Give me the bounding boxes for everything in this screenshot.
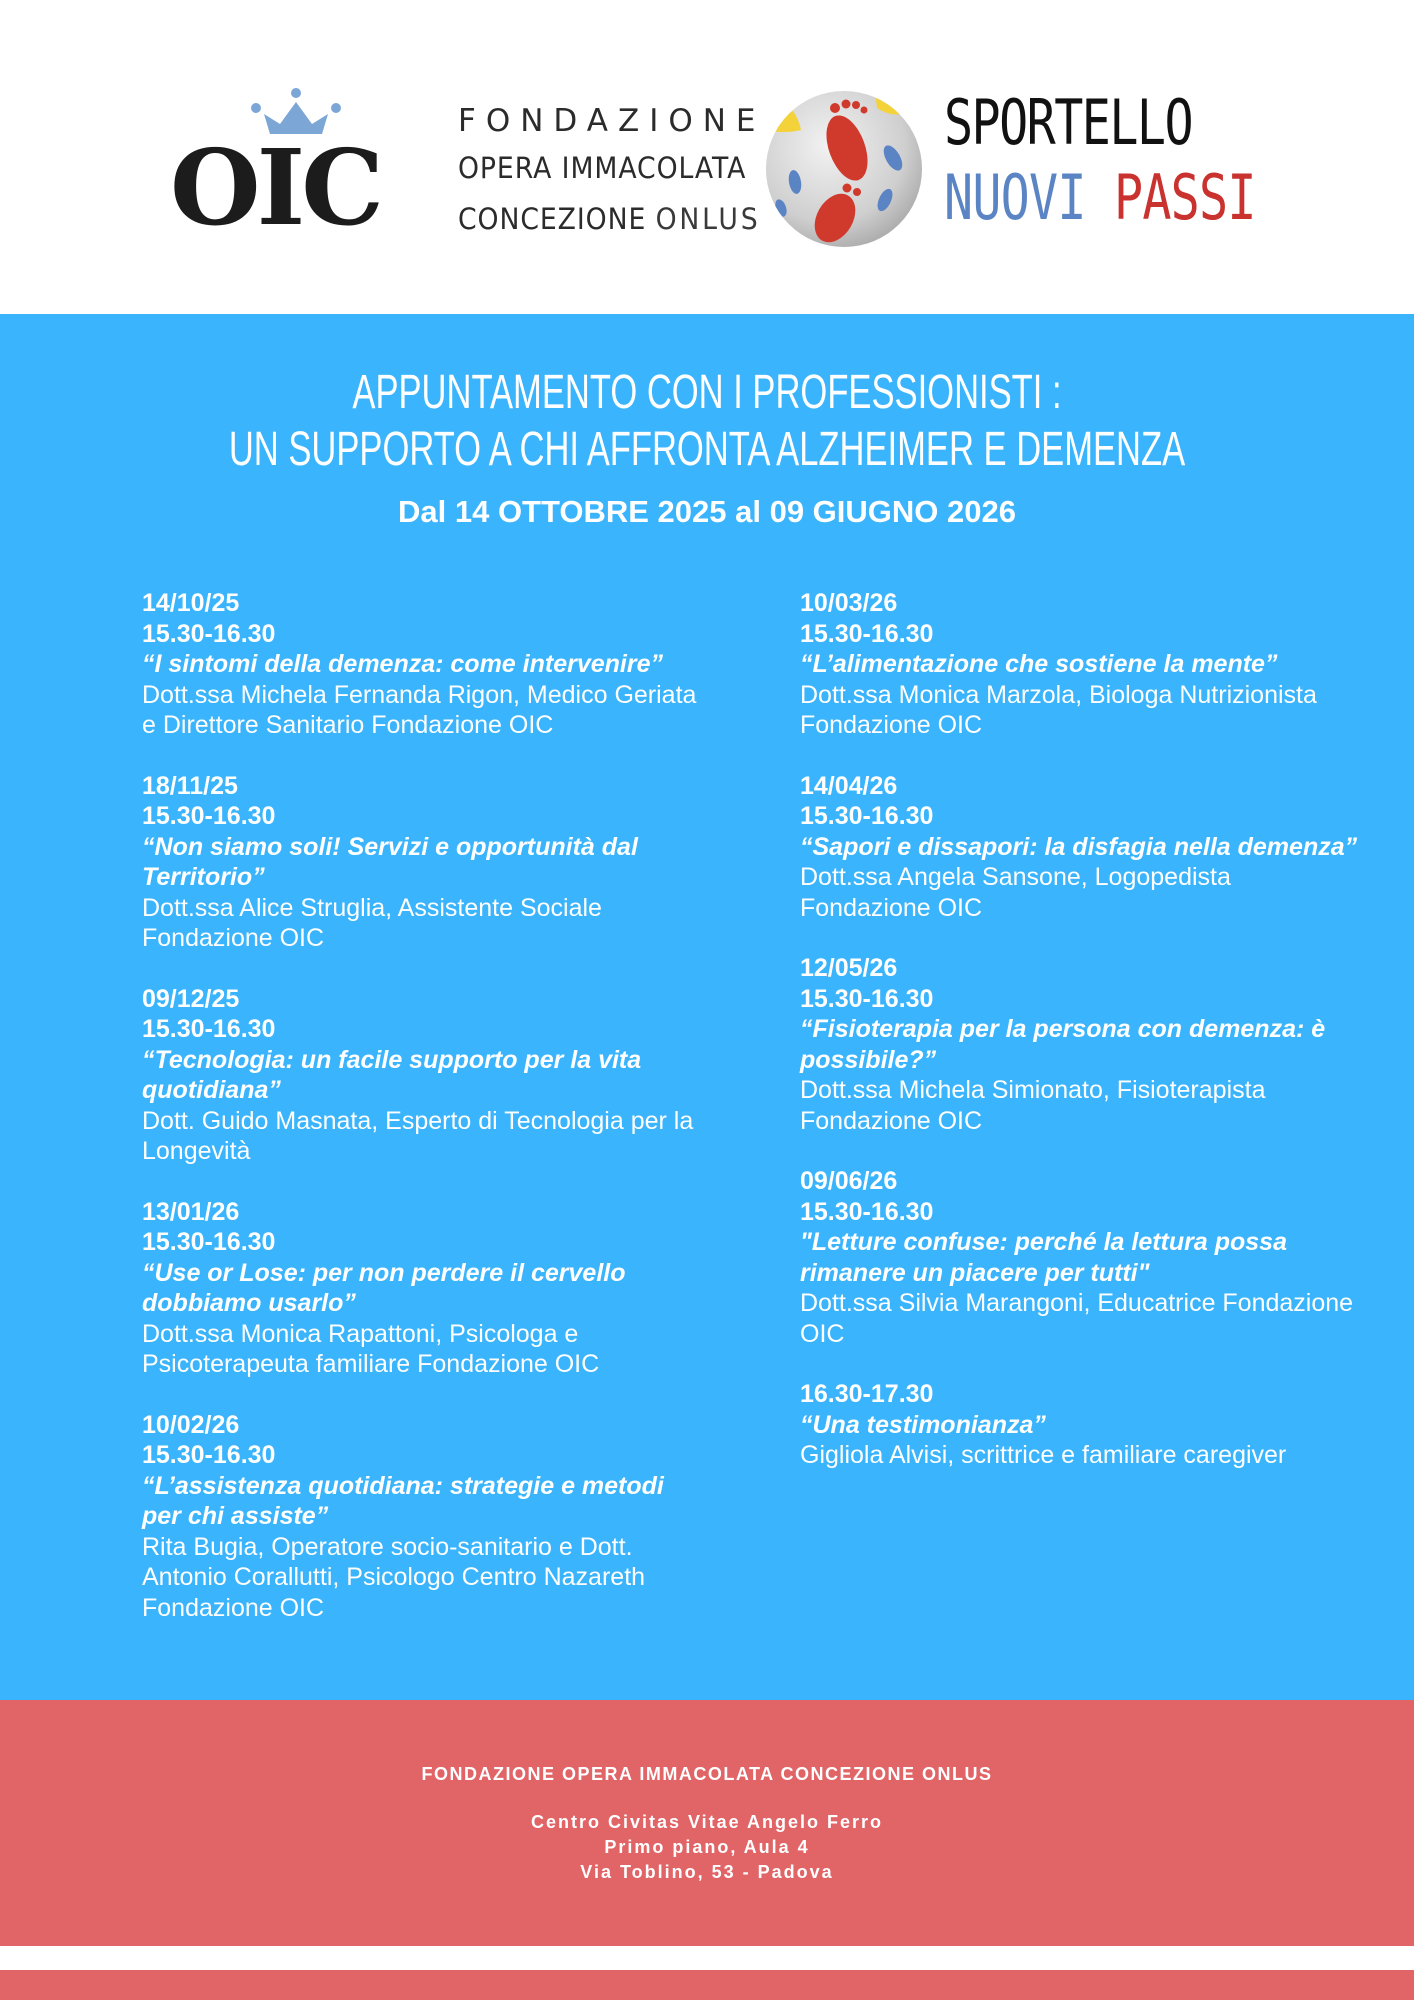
event-time: 15.30-16.30: [800, 1197, 934, 1226]
event-item: [800, 1379, 1360, 1471]
address-line: Via Toblino, 53 - Padova: [580, 1862, 834, 1882]
event-date: 10/03/26: [800, 589, 898, 617]
event-title: “Tecnologia: un facile supporto per la vita quotidiana”: [142, 1045, 642, 1104]
oic-logo: [170, 88, 440, 248]
event-item: [800, 1166, 1360, 1349]
event-speaker: Dott.ssa Michela Simionato, Fisioterapista Fondazione OIC: [800, 1076, 1266, 1135]
event-item: [800, 953, 1360, 1136]
event-date: 13/01/26: [142, 1197, 240, 1226]
footer-organization: FONDAZIONE OPERA IMMACOLATA CONCEZIONE ONLUS: [421, 1764, 993, 1784]
event-item: [142, 588, 702, 741]
page-title-line-2: UN SUPPORTO A CHI AFFRONTA ALZHEIMER E DEMENZA: [228, 423, 1186, 476]
footer-address: [0, 1810, 1414, 1885]
event-title: "Letture confuse: perché la lettura possa rimanere un piacere per tutti": [800, 1228, 1287, 1287]
event-title: “Una testimonianza”: [800, 1410, 1046, 1439]
address-line: Primo piano, Aula 4: [604, 1837, 810, 1857]
event-title: “L’assistenza quotidiana: strategie e metodi per chi assiste”: [142, 1471, 664, 1530]
event-time: 15.30-16.30: [142, 1441, 276, 1469]
schedule-section: [0, 314, 1414, 1700]
event-title: “Use or Lose: per non perdere il cervello dobbiamo usarlo”: [142, 1258, 626, 1317]
event-date: 09/06/26: [800, 1167, 898, 1195]
event-item: [800, 588, 1360, 741]
event-item: [142, 1197, 702, 1380]
events-column-right: [800, 588, 1360, 1501]
event-title: “Sapori e dissapori: la disfagia nella demenza”: [800, 832, 1358, 861]
event-title: “L’alimentazione che sostiene la mente”: [800, 650, 1278, 678]
event-time: 15.30-16.30: [142, 802, 276, 830]
event-title: “Non siamo soli! Servizi e opportunità dal Territorio”: [142, 832, 638, 891]
event-time: 15.30-16.30: [800, 619, 934, 648]
event-item: [142, 984, 702, 1167]
event-date: 14/10/25: [142, 589, 240, 617]
fondazione-wordmark: [458, 100, 787, 244]
footprints-globe-icon: [765, 90, 923, 248]
wordmark-concezione: CONCEZIONE: [458, 202, 647, 236]
event-date: 18/11/25: [142, 771, 238, 800]
event-item: [142, 771, 702, 954]
event-time: 15.30-16.30: [142, 619, 276, 648]
sportello-nuovi-passi-logo: [944, 88, 1344, 238]
event-speaker: Dott.ssa Monica Rapattoni, Psicologa e Psicoterapeuta familiare Fondazione OIC: [142, 1319, 600, 1378]
event-time: 15.30-16.30: [142, 1015, 276, 1043]
header: [0, 0, 1414, 314]
event-speaker: Dott. Guido Masnata, Esperto di Tecnologia per la Longevità: [142, 1106, 694, 1165]
event-item: [800, 771, 1360, 924]
event-title: “I sintomi della demenza: come intervenire”: [142, 650, 663, 678]
event-time: 15.30-16.30: [142, 1228, 276, 1256]
event-item: [142, 1410, 702, 1624]
passi-text: PASSI: [1114, 161, 1256, 234]
event-time: 16.30-17.30: [800, 1380, 934, 1408]
event-date: 09/12/25: [142, 984, 240, 1013]
page-title-line-1: APPUNTAMENTO CON I PROFESSIONISTI :: [352, 366, 1062, 419]
bottom-strip: [0, 1970, 1414, 2000]
date-range: Dal 14 OTTOBRE 2025 al 09 GIUGNO 2026: [398, 494, 1016, 529]
address-line: Centro Civitas Vitae Angelo Ferro: [530, 1812, 884, 1832]
event-date: 10/02/26: [142, 1410, 240, 1439]
wordmark-line-3: [458, 194, 760, 244]
wordmark-onlus: ONLUS: [655, 202, 761, 236]
event-time: 15.30-16.30: [800, 802, 934, 830]
event-speaker: Dott.ssa Monica Marzola, Biologa Nutrizionista Fondazione OIC: [800, 680, 1317, 739]
event-date: 14/04/26: [800, 771, 898, 800]
event-speaker: Dott.ssa Silvia Marangoni, Educatrice Fondazione OIC: [800, 1289, 1354, 1348]
event-speaker: Dott.ssa Angela Sansone, Logopedista Fondazione OIC: [800, 863, 1231, 922]
event-time: 15.30-16.30: [800, 984, 934, 1013]
event-speaker: Gigliola Alvisi, scrittrice e familiare caregiver: [800, 1441, 1287, 1469]
nuovi-passi-text: [944, 158, 1256, 238]
footer: [0, 1700, 1414, 1946]
event-speaker: Rita Bugia, Operatore socio-sanitario e Dott. Antonio Corallutti, Psicologo Centro Nazareth Fondazione OIC: [142, 1532, 646, 1622]
event-date: 12/05/26: [800, 954, 898, 982]
wordmark-line-2: OPERA IMMACOLATA: [458, 151, 747, 185]
wordmark-line-1: FONDAZIONE: [458, 103, 766, 139]
sportello-text: SPORTELLO: [944, 86, 1193, 159]
event-title: “Fisioterapia per la persona con demenza: è possibile?”: [800, 1015, 1326, 1074]
event-speaker: Dott.ssa Alice Struglia, Assistente Sociale Fondazione OIC: [142, 893, 602, 952]
nuovi-text: NUOVI: [944, 161, 1086, 234]
oic-logo-letters: OIC: [170, 126, 381, 249]
event-speaker: Dott.ssa Michela Fernanda Rigon, Medico Geriata e Direttore Sanitario Fondazione OIC: [142, 680, 697, 739]
events-column-left: [142, 588, 702, 1653]
